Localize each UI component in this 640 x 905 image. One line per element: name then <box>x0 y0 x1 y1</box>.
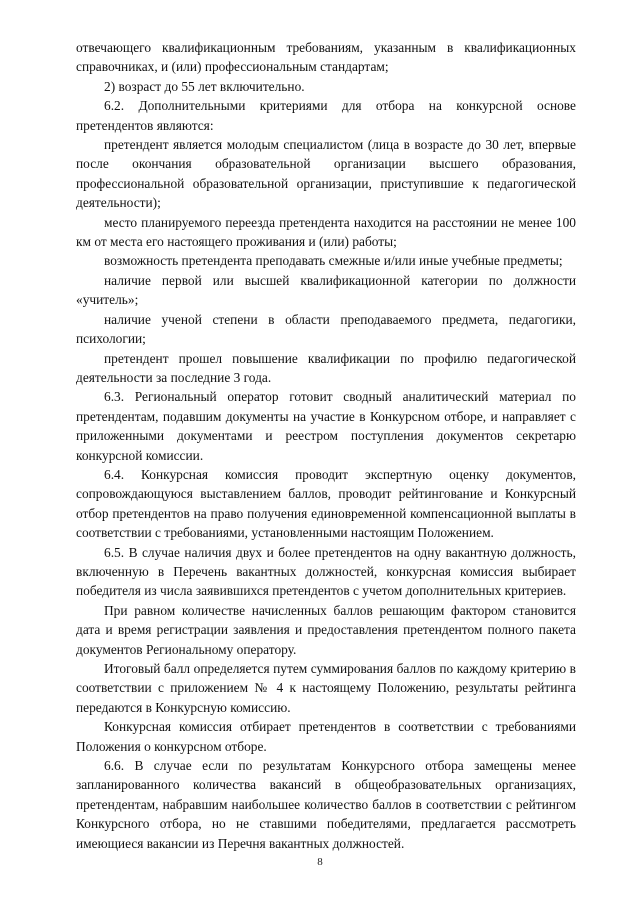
paragraph: 6.2. Дополнительными критериями для отбора на конкурсной основе претендентов являются: <box>76 98 576 133</box>
paragraph: При равном количестве начисленных баллов решающим фактором становится дата и время регистрации заявления и предоставления претендентом полного пакета документов Региональному оператору. <box>76 602 576 657</box>
document-body <box>76 38 576 853</box>
paragraph: Итоговый балл определяется путем суммирования баллов по каждому критерию в соответствии с приложением № 4 к настоящему Положению, результаты рейтинга передаются в Конкурсную комиссию. <box>76 661 576 715</box>
paragraph: 6.5. В случае наличия двух и более претендентов на одну вакантную должность, включенную в Перечень вакантных должностей, конкурсная комиссия выбирает победителя из числа заявившихся претендентов с учетом дополнительных критериев. <box>76 544 576 599</box>
paragraph: наличие первой или высшей квалификационной категории по должности «учитель»; <box>76 272 576 308</box>
paragraph: отвечающего квалификационным требованиям, указанным в квалификационных справочниках, и (или) профессиональным стандартам; <box>76 40 576 75</box>
paragraph: место планируемого переезда претендента находится на расстоянии не менее 100 км от места его настоящего проживания и (или) работы; <box>76 214 576 250</box>
page-number: 8 <box>317 856 323 868</box>
paragraph: претендент является молодым специалистом (лица в возрасте до 30 лет, впервые после окончания образовательной организации высшего образования, профессиональной образовательной организации, приступившие к педагогической деятельности); <box>76 137 576 211</box>
paragraph: 2) возраст до 55 лет включительно. <box>104 78 305 94</box>
paragraph: Конкурсная комиссия отбирает претендентов в соответствии с требованиями Положения о конкурсном отборе. <box>76 719 576 754</box>
paragraph: наличие ученой степени в области преподаваемого предмета, педагогики, психологии; <box>76 311 576 347</box>
paragraph: 6.4. Конкурсная комиссия проводит экспертную оценку документов, сопровождающуюся выставлением баллов, проводит рейтингование и Конкурсный отбор претендентов на право получения единовременной компенсационной выплаты в соответствии с требованиями, установленными настоящим Положением. <box>76 466 576 541</box>
paragraph: 6.6. В случае если по результатам Конкурсного отбора замещены менее запланированного количества вакансий в общеобразовательных организациях, претендентам, набравшим наибольшее количество баллов в соответствии с рейтингом Конкурсного отбора, но не ставшими победителями, предлагается рассмотреть имеющиеся вакансии из Перечня вакантных должностей. <box>76 758 576 851</box>
paragraph: претендент прошел повышение квалификации по профилю педагогической деятельности за последние 3 года. <box>76 350 576 385</box>
paragraph: возможность претендента преподавать смежные и/или иные учебные предметы; <box>104 253 563 269</box>
paragraph: 6.3. Региональный оператор готовит сводный аналитический материал по претендентам, подавшим документы на участие в Конкурсном отборе, и направляет с приложенными документами и реестром поступления документов секретарю конкурсной комиссии. <box>76 389 576 463</box>
